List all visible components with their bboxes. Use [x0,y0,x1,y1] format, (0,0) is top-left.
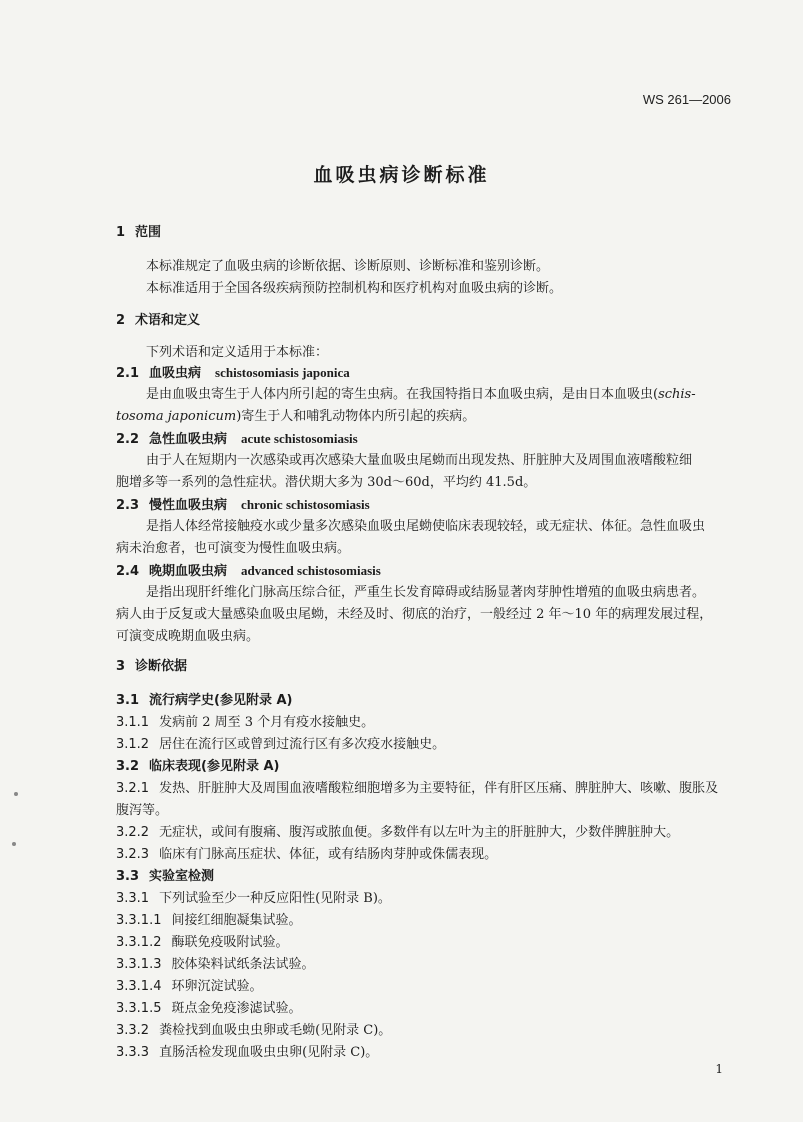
subsection-heading: 3.3 实验室检测 [116,869,215,884]
document-title: 血吸虫病诊断标准 [313,164,490,186]
paragraph: 可演变成晚期血吸虫病。 [116,629,260,644]
section-3-heading: 3 诊断依据 [116,659,188,674]
paragraph: 本标准适用于全国各级疾病预防控制机构和医疗机构对血吸虫病的诊断。 [146,281,563,296]
term-heading: 2.2 急性血吸虫病 acute schistosomiasis [116,431,358,447]
paragraph: tosoma japonicum)寄生于人和哺乳动物体内所引起的疾病。 [116,409,476,424]
clause: 3.1.2 居住在流行区或曾到过流行区有多次疫水接触史。 [116,737,446,752]
clause: 3.2.3 临床有门脉高压症状、体征，或有结肠肉芽肿或侏儒表现。 [116,847,498,862]
term-heading: 2.1 血吸虫病 schistosomiasis japonica [116,365,350,381]
clause: 3.3.2 粪检找到血吸虫虫卵或毛蚴(见附录 C)。 [116,1023,392,1038]
clause: 3.3.3 直肠活检发现血吸虫虫卵(见附录 C)。 [116,1045,379,1060]
clause: 3.3.1.3 胶体染料试纸条法试验。 [116,957,315,972]
clause: 3.3.1 下列试验至少一种反应阳性(见附录 B)。 [116,891,391,906]
term-heading: 2.4 晚期血吸虫病 advanced schistosomiasis [116,563,381,579]
clause: 3.1.1 发病前 2 周至 3 个月有疫水接触史。 [116,715,375,730]
clause-continuation: 腹泻等。 [116,803,169,818]
clause: 3.2.1 发热、肝脏肿大及周围血液嗜酸粒细胞增多为主要特征，伴有肝区压痛、脾脏肿大、咳嗽、腹胀及 [116,781,719,796]
clause: 3.3.1.5 斑点金免疫渗滤试验。 [116,1001,302,1016]
paragraph: 下列术语和定义适用于本标准： [146,345,329,360]
section-1-heading: 1 范围 [116,225,162,240]
scan-speck [12,842,16,846]
paragraph: 是指人体经常接触疫水或少量多次感染血吸虫尾蚴使临床表现较轻，或无症状、体征。急性血吸虫 [146,519,706,534]
clause: 3.3.1.2 酶联免疫吸附试验。 [116,935,289,950]
subsection-heading: 3.2 临床表现(参见附录 A) [116,759,280,774]
paragraph: 是由血吸虫寄生于人体内所引起的寄生虫病。在我国特指日本血吸虫病，是由日本血吸虫(schis- [146,387,696,402]
paragraph: 胞增多等一系列的急性症状。潜伏期大多为 30d～60d，平均约 41.5d。 [116,475,537,490]
paragraph: 是指出现肝纤维化门脉高压综合征，严重生长发育障碍或结肠显著肉芽肿性增殖的血吸虫病患者。 [146,585,706,600]
page-number: 1 [715,1062,723,1076]
section-2-heading: 2 术语和定义 [116,313,201,328]
clause: 3.2.2 无症状，或间有腹痛、腹泻或脓血便。多数伴有以左叶为主的肝脏肿大，少数伴脾脏肿大。 [116,825,680,840]
paragraph: 病人由于反复或大量感染血吸虫尾蚴，未经及时、彻底的治疗，一般经过 2 年～10 年的病理发展过程， [116,607,713,622]
paragraph: 由于人在短期内一次感染或再次感染大量血吸虫尾蚴而出现发热、肝脏肿大及周围血液嗜酸粒细 [146,453,693,468]
paragraph: 病未治愈者，也可演变为慢性血吸虫病。 [116,541,351,556]
scan-speck [14,792,18,796]
clause: 3.3.1.1 间接红细胞凝集试验。 [116,913,302,928]
subsection-heading: 3.1 流行病学史(参见附录 A) [116,693,293,708]
paragraph: 本标准规定了血吸虫病的诊断依据、诊断原则、诊断标准和鉴别诊断。 [146,259,550,274]
term-heading: 2.3 慢性血吸虫病 chronic schistosomiasis [116,497,370,513]
standard-code: WS 261—2006 [642,92,731,107]
clause: 3.3.1.4 环卵沉淀试验。 [116,979,263,994]
